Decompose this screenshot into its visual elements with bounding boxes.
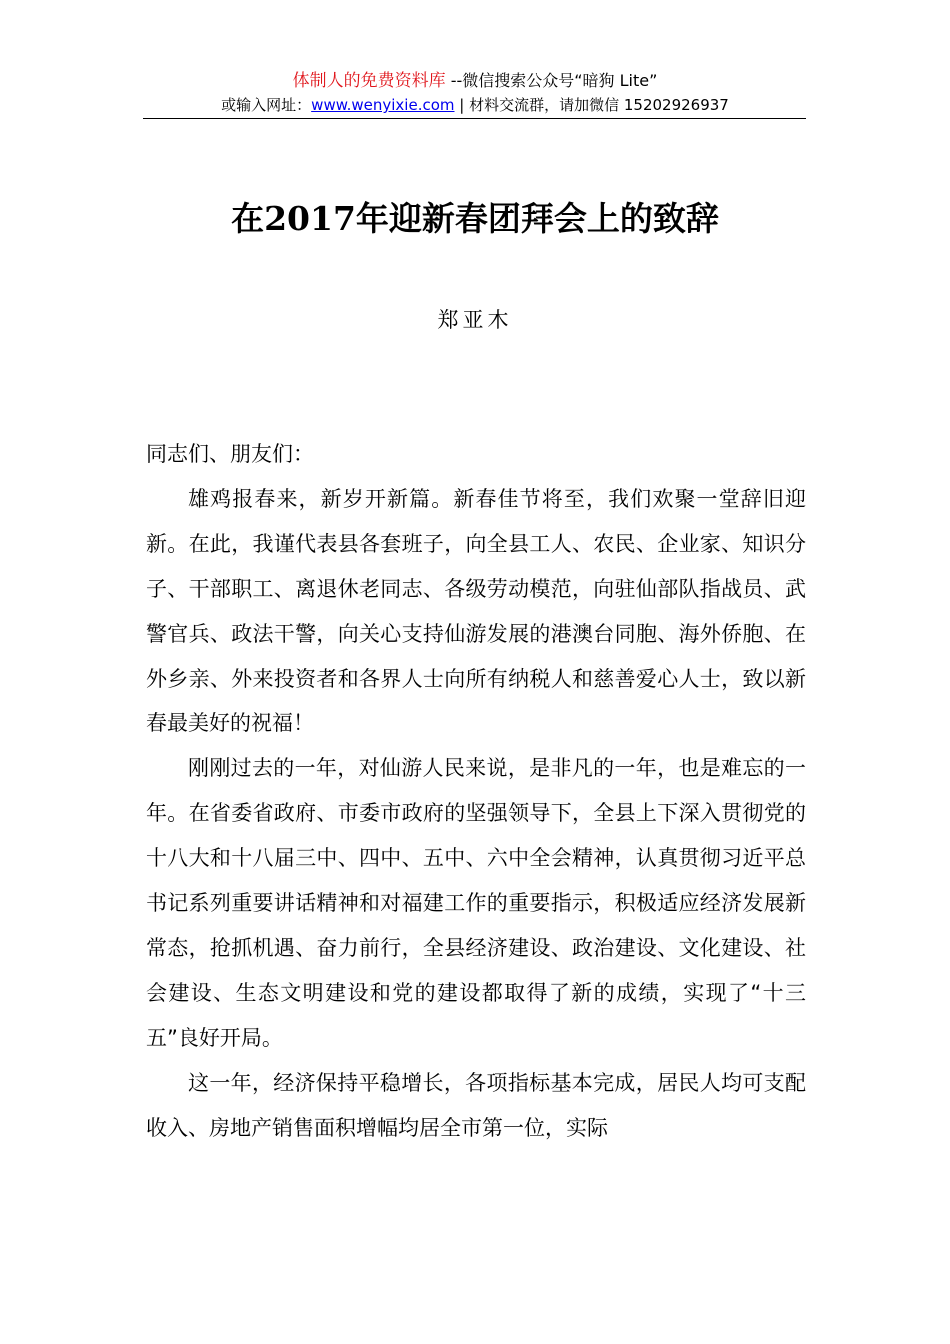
document-title: 在2017年迎新春团拜会上的致辞 bbox=[231, 199, 719, 238]
document-body bbox=[146, 432, 806, 1151]
header-website-link[interactable]: www.wenyixie.com bbox=[311, 96, 455, 114]
body-paragraph-2: 刚刚过去的一年，对仙游人民来说，是非凡的一年，也是难忘的一年。在省委省政府、市委市政府的坚强领导下，全县上下深入贯彻党的十八大和十八届三中、四中、五中、六中全会精神，认真贯彻习近平总书记系列重要讲话精神和对福建工作的重要指示，积极适应经济发展新常态，抢抓机遇、奋力前行，全县经济建设、政治建设、文化建设、社会建设、生态文明建设和党的建设都取得了新的成绩，实现了“十三五”良好开局。 bbox=[146, 756, 806, 1050]
body-paragraph-3: 这一年，经济保持平稳增长，各项指标基本完成，居民人均可支配收入、房地产销售面积增幅均居全市第一位，实际 bbox=[146, 1070, 806, 1140]
salutation: 同志们、朋友们： bbox=[146, 442, 314, 466]
header-brand: 体制人的免费资料库 bbox=[292, 71, 446, 91]
header-contact: | 材料交流群，请加微信 15202926937 bbox=[454, 96, 729, 114]
header-contact-line bbox=[0, 95, 950, 115]
header-banner bbox=[0, 70, 950, 92]
document-author: 郑亚木 bbox=[437, 308, 513, 332]
body-paragraph-1: 雄鸡报春来，新岁开新篇。新春佳节将至，我们欢聚一堂辞旧迎新。在此，我谨代表县各套班子，向全县工人、农民、企业家、知识分子、干部职工、离退休老同志、各级劳动模范，向驻仙部队指战员、武警官兵、政法干警，向关心支持仙游发展的港澳台同胞、海外侨胞、在外乡亲、外来投资者和各界人士向所有纳税人和慈善爱心人士，致以新春最美好的祝福！ bbox=[146, 486, 806, 736]
header-tagline: --微信搜索公众号“暗狗 Lite” bbox=[445, 71, 658, 90]
header-divider bbox=[143, 118, 806, 119]
header-url-prefix: 或输入网址： bbox=[221, 96, 312, 114]
